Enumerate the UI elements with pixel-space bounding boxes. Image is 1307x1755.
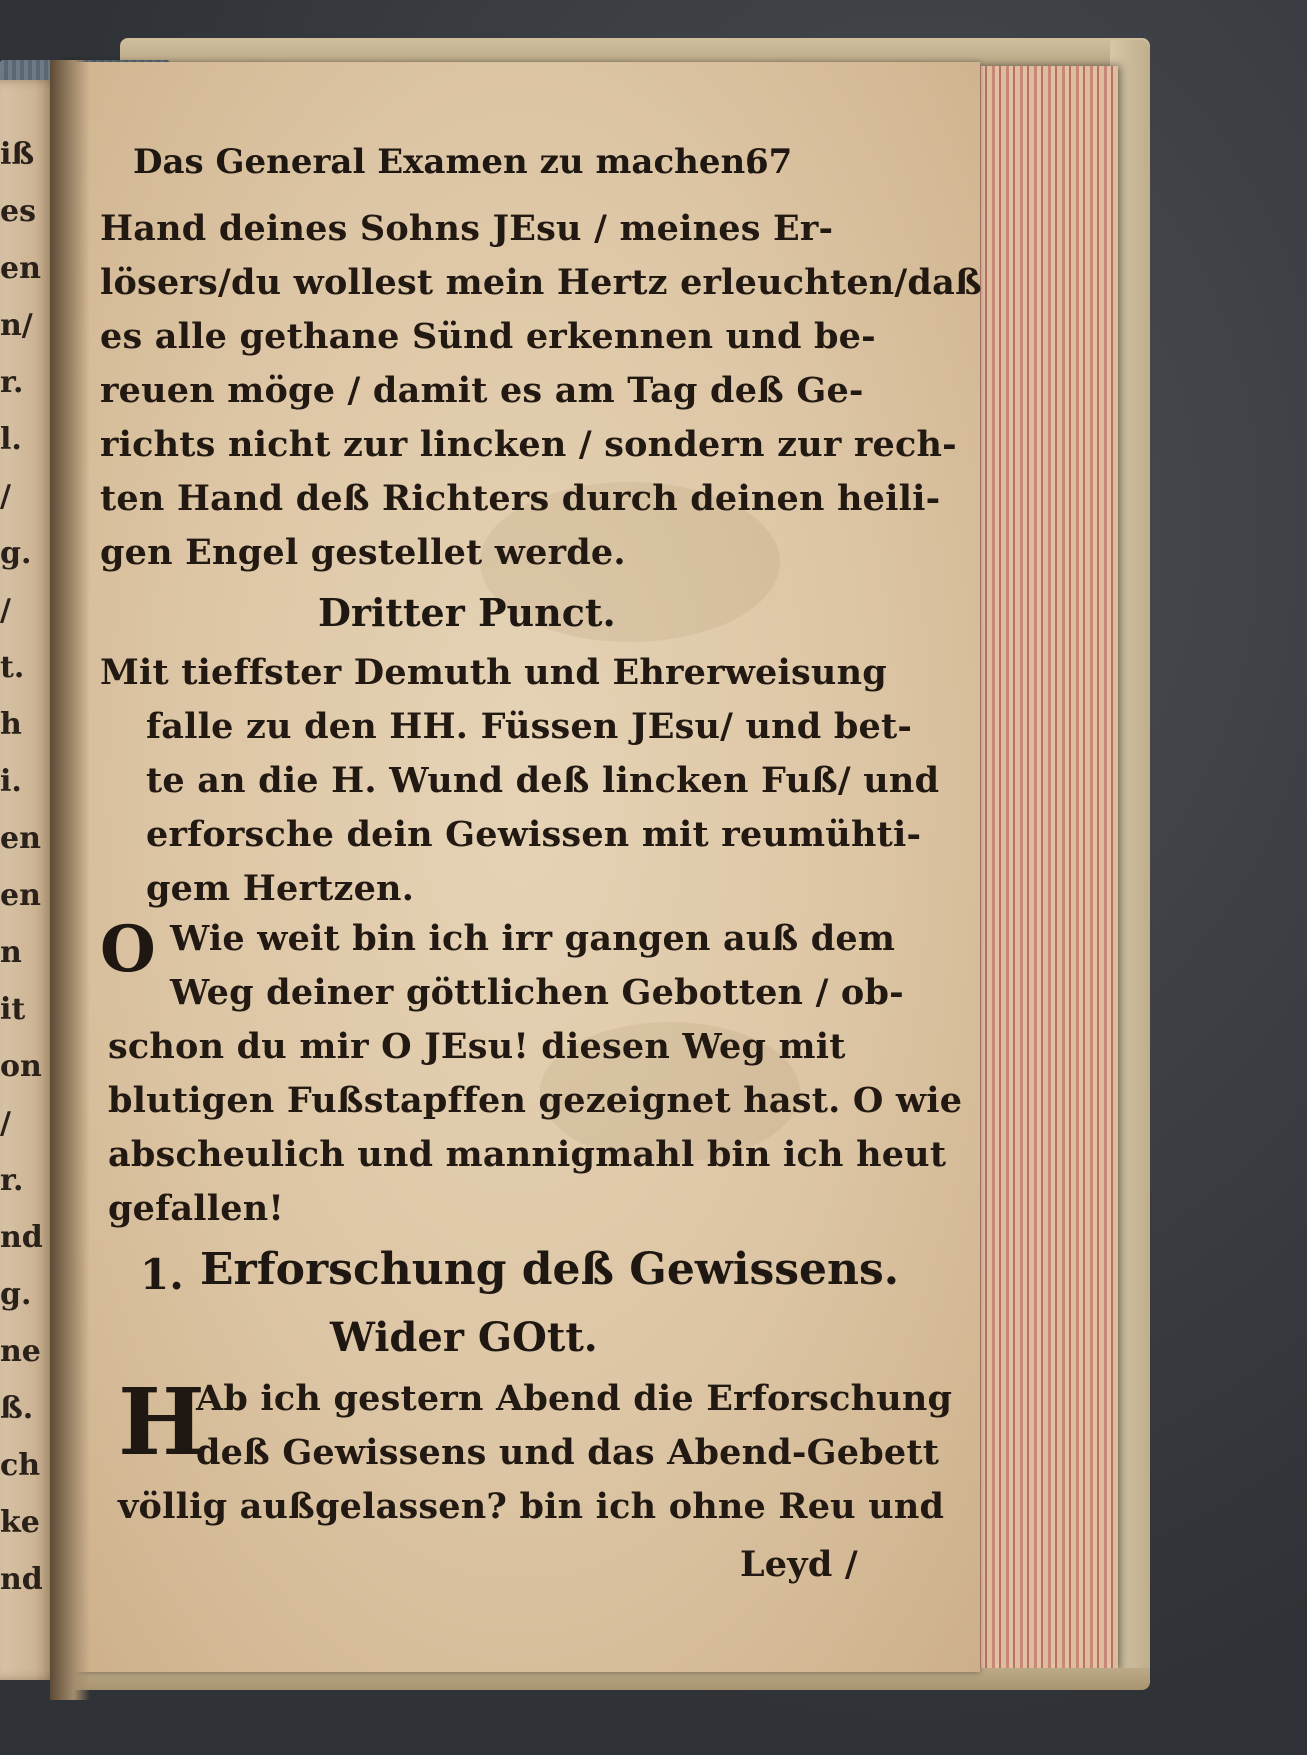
left-page-fragment: ke [0, 1505, 40, 1540]
text-line: gen Engel gestellet werde. [100, 532, 626, 573]
left-page-fragment: / [0, 593, 11, 628]
left-page-fragment: g. [0, 1277, 32, 1312]
text-line: lösers/du wollest mein Hertz erleuchten/daß [100, 262, 982, 303]
drop-cap: H [118, 1368, 205, 1476]
running-header [133, 142, 833, 192]
text-line: Weg deiner göttlichen Gebotten / ob- [170, 972, 904, 1013]
left-page-fragment: n/ [0, 308, 33, 343]
text-line: es alle gethane Sünd erkennen und be- [100, 316, 876, 357]
page-gutter-shadow [50, 60, 90, 1700]
text-line: Wie weit bin ich irr gangen auß dem [170, 918, 896, 959]
text-line: richts nicht zur lincken / sondern zur rech- [100, 424, 957, 465]
section-heading: Erforschung deß Gewissens. [200, 1244, 900, 1295]
page-number: 67 [745, 142, 793, 182]
left-page-fragment: iß [0, 137, 35, 172]
left-page-fragment: en [0, 251, 41, 286]
left-page-fragment: r. [0, 1163, 24, 1198]
section-heading: Dritter Punct. [318, 590, 616, 635]
page-fore-edge [978, 66, 1118, 1671]
left-page-fragment: ch [0, 1448, 41, 1483]
section-number: 1. [140, 1250, 184, 1299]
left-page-fragment: i. [0, 764, 22, 799]
running-title: Das General Examen zu machen. [133, 142, 758, 182]
text-line: abscheulich und mannigmahl bin ich heut [108, 1134, 947, 1175]
left-page-fragment: nd [0, 1562, 43, 1597]
text-line: deß Gewissens und das Abend-Gebett [196, 1432, 940, 1473]
left-page-fragment: h [0, 707, 22, 742]
text-line: falle zu den HH. Füssen JEsu/ und bet- [146, 706, 913, 747]
sub-heading: Wider GOtt. [330, 1314, 598, 1361]
left-page-fragment: l. [0, 422, 22, 457]
left-page-fragment: g. [0, 536, 32, 571]
text-line: reuen möge / damit es am Tag deß Ge- [100, 370, 864, 411]
left-page-fragment: / [0, 1106, 11, 1141]
left-page-fragment: it [0, 992, 26, 1027]
left-page-fragment: t. [0, 650, 25, 685]
catchword: Leyd / [740, 1544, 858, 1585]
left-page-fragment: en [0, 821, 41, 856]
left-page-fragment: en [0, 878, 41, 913]
left-page-fragment: / [0, 479, 11, 514]
left-page-fragment: ne [0, 1334, 41, 1369]
text-line: te an die H. Wund deß lincken Fuß/ und [146, 760, 940, 801]
text-line: erforsche dein Gewissen mit reumühti- [146, 814, 922, 855]
text-line: blutigen Fußstapffen gezeignet hast. O wie [108, 1080, 963, 1121]
left-page-fragment: es [0, 194, 36, 229]
text-line: gefallen! [108, 1188, 284, 1229]
left-page-fragment: nd [0, 1220, 43, 1255]
drop-cap: O [100, 912, 156, 987]
text-line: Hand deines Sohns JEsu / meines Er- [100, 208, 834, 249]
left-page-fragment: on [0, 1049, 42, 1084]
text-line: ten Hand deß Richters durch deinen heili- [100, 478, 941, 519]
text-line: gem Hertzen. [146, 868, 415, 909]
text-line: schon du mir O JEsu! diesen Weg mit [108, 1026, 846, 1067]
left-page-fragment: r. [0, 365, 24, 400]
text-line: völlig außgelassen? bin ich ohne Reu und [118, 1486, 945, 1527]
text-line: Ab ich gestern Abend die Erforschung [196, 1378, 953, 1419]
left-page-fragment: ß. [0, 1391, 34, 1426]
text-line: Mit tieffster Demuth und Ehrerweisung [100, 652, 887, 693]
left-page-fragment: n [0, 935, 22, 970]
